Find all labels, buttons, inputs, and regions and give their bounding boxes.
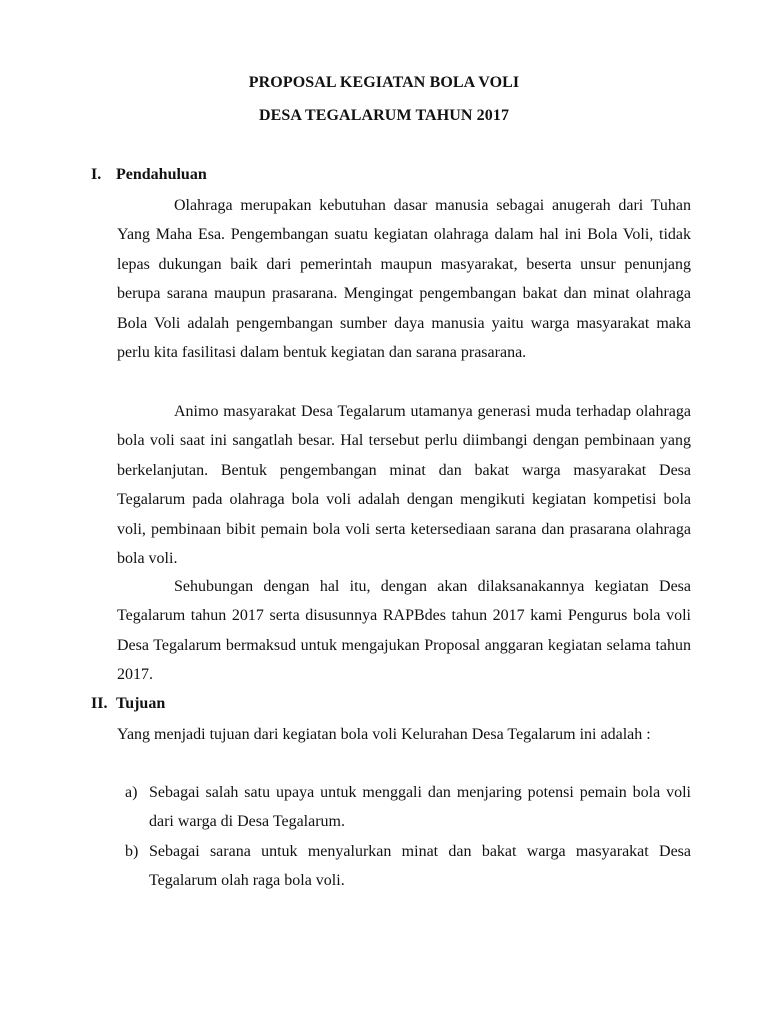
- section-intro: Yang menjadi tujuan dari kegiatan bola voli Kelurahan Desa Tegalarum ini adalah :: [117, 726, 651, 743]
- list-item-text: Sebagai sarana untuk menyalurkan minat dan bakat warga masyarakat Desa Tegalarum olah raga bola voli.: [149, 843, 691, 890]
- list-item-text: Sebagai salah satu upaya untuk menggali dan menjaring potensi pemain bola voli dari warga di Desa Tegalarum.: [149, 784, 691, 831]
- paragraph: Olahraga merupakan kebutuhan dasar manusia sebagai anugerah dari Tuhan Yang Maha Esa. Pengembangan suatu kegiatan olahraga dalam hal ini Bola Voli, tidak lepas dukungan baik dari pemerintah maupun masyarakat, beserta unsur penunjang berupa sarana maupun prasarana. Mengingat pengembangan bakat dan minat olahraga Bola Voli adalah pengembangan sumber daya manusia yaitu warga masyarakat maka perlu kita fasilitasi dalam bentuk kegiatan dan sarana prasarana.: [117, 197, 691, 362]
- section-title: Pendahuluan: [116, 166, 207, 183]
- section-number: II.: [91, 695, 108, 712]
- paragraph: Sehubungan dengan hal itu, dengan akan dilaksanakannya kegiatan Desa Tegalarum tahun 2017 serta disusunnya RAPBdes tahun 2017 kami Pengurus bola voli Desa Tegalarum bermaksud untuk mengajukan Proposal anggaran kegiatan selama tahun 2017.: [117, 578, 691, 684]
- section-number: I.: [91, 166, 102, 183]
- document-title-line2: DESA TEGALARUM TAHUN 2017: [258, 107, 510, 124]
- section-title: Tujuan: [116, 695, 166, 712]
- list-marker: b): [125, 843, 139, 860]
- document-title-line1: PROPOSAL KEGIATAN BOLA VOLI: [248, 74, 520, 91]
- paragraph: Animo masyarakat Desa Tegalarum utamanya generasi muda terhadap olahraga bola voli saat ini sangatlah besar. Hal tersebut perlu diimbangi dengan pembinaan yang berkelanjutan. Bentuk pengembangan minat dan bakat warga masyarakat Desa Tegalarum pada olahraga bola voli adalah dengan mengikuti kegiatan kompetisi bola voli, pembinaan bibit pemain bola voli serta ketersediaan sarana dan prasarana olahraga bola voli.: [117, 403, 691, 568]
- list-marker: a): [125, 784, 138, 801]
